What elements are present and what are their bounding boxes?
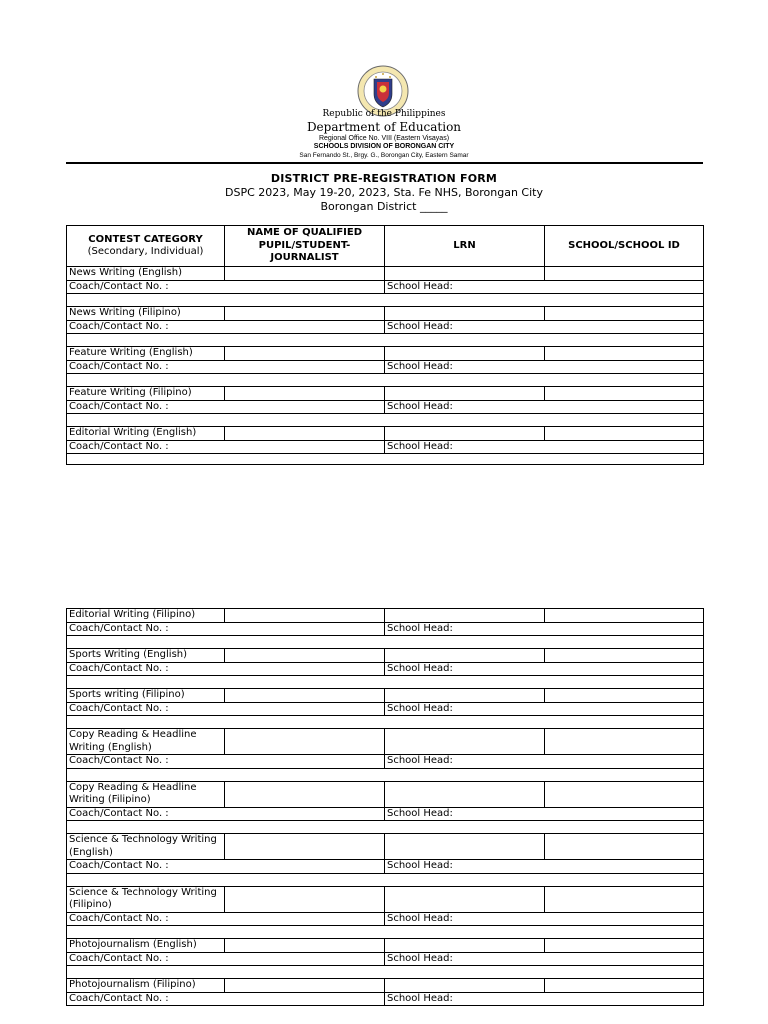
school-id-field[interactable] [545,689,704,703]
spacer-cell [67,374,704,387]
regional-office: Regional Office No. VIII (Eastern Visayas) [318,135,450,142]
division-name: SCHOOLS DIVISION OF BORONGAN CITY [313,143,455,150]
school-head-field[interactable] [385,662,704,676]
spacer-row [67,768,704,781]
school-id-field[interactable] [545,781,704,807]
student-name-field[interactable] [225,979,385,993]
lrn-field[interactable] [385,834,545,860]
coach-row [67,622,704,636]
school-head-field[interactable] [385,807,704,821]
category-row [67,609,704,623]
coach-contact-field[interactable] [67,912,385,926]
school-head-field[interactable] [385,912,704,926]
category-row [67,781,704,807]
student-name-field[interactable] [225,834,385,860]
category-row [67,979,704,993]
division-address: San Fernando St., Brgy. G., Borongan City, Eastern Samar [299,152,469,159]
school-head-field[interactable] [385,360,704,374]
spacer-row [67,636,704,649]
lrn-field[interactable] [385,939,545,953]
school-id-field[interactable] [545,609,704,623]
header-divider [66,162,703,164]
column-header-category [67,226,225,267]
student-name-field[interactable] [225,427,385,441]
coach-contact-label: Coach/Contact No. : [69,807,169,819]
category-name: Science & Technology Writing (English) [67,834,225,860]
coach-row [67,440,704,454]
coach-contact-field[interactable] [67,622,385,636]
coach-row [67,280,704,294]
student-name-field[interactable] [225,729,385,755]
lrn-field[interactable] [385,609,545,623]
lrn-field[interactable] [385,729,545,755]
coach-row [67,952,704,966]
spacer-cell [67,294,704,307]
column-header-lrn: LRN [385,226,545,267]
coach-contact-field[interactable] [67,755,385,769]
student-name-field[interactable] [225,689,385,703]
column-header-category-subtitle: (Secondary, Individual) [87,246,204,257]
coach-contact-label: Coach/Contact No. : [69,622,169,634]
school-head-label: School Head: [387,860,453,871]
category-row [67,689,704,703]
student-name-field[interactable] [225,649,385,663]
form-title: DISTRICT PRE-REGISTRATION FORM [270,172,498,185]
department-name: Department of Education [306,120,462,134]
school-head-field[interactable] [385,952,704,966]
category-row [67,649,704,663]
category-name: Science & Technology Writing (Filipino) [67,886,225,912]
school-head-label: School Head: [387,755,453,766]
coach-contact-label: Coach/Contact No. : [69,860,169,871]
school-head-label: School Head: [387,662,453,674]
spacer-row [67,454,704,465]
lrn-field[interactable] [385,427,545,441]
school-id-field[interactable] [545,649,704,663]
spacer-row [67,873,704,886]
school-head-label: School Head: [387,807,453,819]
coach-contact-field[interactable] [67,320,385,334]
school-id-field[interactable] [545,267,704,281]
school-head-field[interactable] [385,992,704,1006]
school-id-field[interactable] [545,347,704,361]
school-head-label: School Head: [387,702,453,714]
coach-contact-field[interactable] [67,807,385,821]
spacer-row [67,334,704,347]
category-row [67,729,704,755]
coach-contact-field[interactable] [67,952,385,966]
category-row [67,427,704,441]
category-row [67,267,704,281]
spacer-cell [67,821,704,834]
school-head-field[interactable] [385,400,704,414]
category-row [67,307,704,321]
lrn-field[interactable] [385,347,545,361]
coach-row [67,912,704,926]
school-head-field[interactable] [385,440,704,454]
school-head-label: School Head: [387,280,453,292]
spacer-row [67,716,704,729]
student-name-field[interactable] [225,939,385,953]
spacer-cell [67,873,704,886]
spacer-cell [67,716,704,729]
school-id-field[interactable] [545,387,704,401]
category-name: Photojournalism (Filipino) [67,979,225,993]
lrn-field[interactable] [385,979,545,993]
spacer-row [67,926,704,939]
spacer-cell [67,454,704,465]
lrn-field[interactable] [385,307,545,321]
school-head-field[interactable] [385,755,704,769]
school-id-field[interactable] [545,979,704,993]
coach-contact-label: Coach/Contact No. : [69,992,169,1004]
coach-row [67,662,704,676]
coach-contact-label: Coach/Contact No. : [69,400,169,412]
spacer-cell [67,676,704,689]
lrn-field[interactable] [385,387,545,401]
spacer-row [67,294,704,307]
table-header-row [67,226,704,267]
school-head-label: School Head: [387,622,453,634]
coach-row [67,360,704,374]
coach-row [67,860,704,874]
coach-contact-label: Coach/Contact No. : [69,360,169,372]
lrn-field[interactable] [385,689,545,703]
spacer-cell [67,768,704,781]
school-id-field[interactable] [545,886,704,912]
form-subtitle: DSPC 2023, May 19-20, 2023, Sta. Fe NHS, Borongan City [225,186,543,199]
spacer-cell [67,334,704,347]
coach-row [67,807,704,821]
spacer-row [67,414,704,427]
registration-table-1 [66,225,704,465]
category-name: Feature Writing (Filipino) [67,387,225,401]
school-head-label: School Head: [387,992,453,1004]
coach-contact-label: Coach/Contact No. : [69,912,169,924]
coach-contact-label: Coach/Contact No. : [69,952,169,964]
coach-contact-label: Coach/Contact No. : [69,440,169,452]
lrn-field[interactable] [385,649,545,663]
category-row [67,939,704,953]
column-header-category-title: CONTEST CATEGORY [88,233,203,245]
spacer-row [67,374,704,387]
lrn-field[interactable] [385,886,545,912]
coach-row [67,702,704,716]
coach-contact-field[interactable] [67,860,385,874]
category-name: Copy Reading & Headline Writing (Filipino) [67,781,225,807]
coach-row [67,992,704,1006]
spacer-cell [67,636,704,649]
coach-contact-field[interactable] [67,280,385,294]
category-name: News Writing (English) [67,267,225,281]
registration-table-2 [66,608,704,1006]
student-name-field[interactable] [225,347,385,361]
category-row [67,387,704,401]
school-head-label: School Head: [387,360,453,372]
coach-contact-field[interactable] [67,360,385,374]
school-id-field[interactable] [545,939,704,953]
coach-contact-label: Coach/Contact No. : [69,320,169,332]
coach-contact-label: Coach/Contact No. : [69,755,169,766]
school-head-label: School Head: [387,320,453,332]
school-head-label: School Head: [387,912,453,924]
republic-text: Republic of the Philippines [322,109,446,119]
school-head-label: School Head: [387,440,453,452]
coach-row [67,400,704,414]
student-name-field[interactable] [225,781,385,807]
school-id-field[interactable] [545,427,704,441]
coach-contact-label: Coach/Contact No. : [69,662,169,674]
category-row [67,886,704,912]
coach-row [67,755,704,769]
school-head-field[interactable] [385,622,704,636]
student-name-field[interactable] [225,609,385,623]
category-row [67,347,704,361]
student-name-field[interactable] [225,886,385,912]
school-head-field[interactable] [385,860,704,874]
coach-row [67,320,704,334]
category-name: Feature Writing (English) [67,347,225,361]
school-id-field[interactable] [545,729,704,755]
student-name-field[interactable] [225,387,385,401]
column-header-name: NAME OF QUALIFIED PUPIL/STUDENT-JOURNALIST [225,226,385,267]
spacer-cell [67,966,704,979]
category-name: Editorial Writing (Filipino) [67,609,225,623]
lrn-field[interactable] [385,267,545,281]
column-header-school: SCHOOL/SCHOOL ID [545,226,704,267]
school-head-label: School Head: [387,400,453,412]
category-row [67,834,704,860]
coach-contact-field[interactable] [67,662,385,676]
category-name: Copy Reading & Headline Writing (English) [67,729,225,755]
category-name: News Writing (Filipino) [67,307,225,321]
category-name: Photojournalism (English) [67,939,225,953]
school-head-label: School Head: [387,952,453,964]
lrn-field[interactable] [385,781,545,807]
spacer-row [67,966,704,979]
school-id-field[interactable] [545,307,704,321]
coach-contact-field[interactable] [67,992,385,1006]
student-name-field[interactable] [225,267,385,281]
school-id-field[interactable] [545,834,704,860]
spacer-row [67,821,704,834]
coach-contact-field[interactable] [67,702,385,716]
coach-contact-label: Coach/Contact No. : [69,280,169,292]
coach-contact-field[interactable] [67,400,385,414]
category-name: Sports writing (Filipino) [67,689,225,703]
school-head-field[interactable] [385,320,704,334]
school-head-field[interactable] [385,702,704,716]
spacer-cell [67,414,704,427]
school-head-field[interactable] [385,280,704,294]
district-line: Borongan District _____ [320,200,448,213]
coach-contact-label: Coach/Contact No. : [69,702,169,714]
student-name-field[interactable] [225,307,385,321]
coach-contact-field[interactable] [67,440,385,454]
spacer-row [67,676,704,689]
spacer-cell [67,926,704,939]
category-name: Editorial Writing (English) [67,427,225,441]
category-name: Sports Writing (English) [67,649,225,663]
